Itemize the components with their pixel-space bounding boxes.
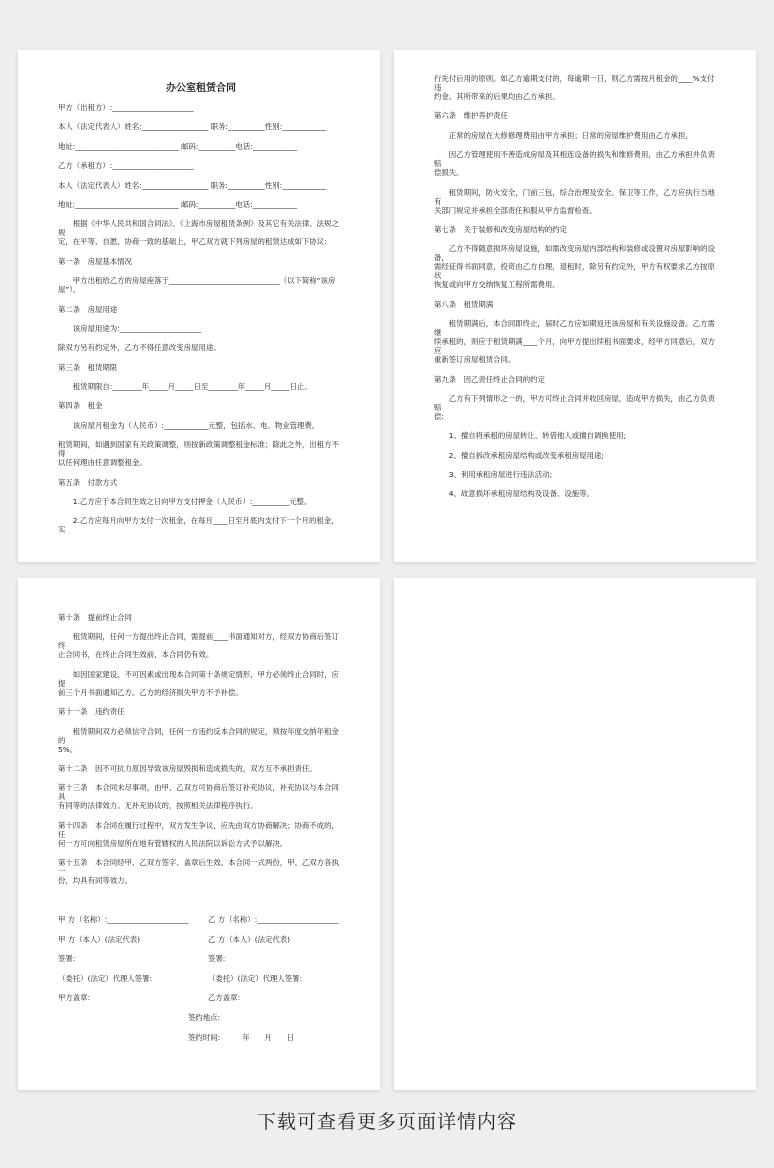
text-line: 约金。其所带来的后果均由乙方承担。	[434, 92, 560, 101]
text-line: 本人（法定代表人）姓名:__________________ 职务:__________性别:____________	[58, 180, 327, 190]
text-line: 续承租的，则应于租赁期满____个月，向甲方提出续租书面要求，经甲方同意后，双方应	[434, 337, 715, 356]
party-b-signature: 签署:	[208, 954, 226, 964]
text-line: 地址:____________________________ 邮码:__________电话:____________	[58, 199, 297, 209]
text-line: 重新签订房屋租赁合同。	[434, 355, 516, 365]
paragraph	[58, 613, 344, 622]
signature-row	[58, 974, 350, 983]
page-3-content	[58, 613, 344, 896]
paragraph	[58, 200, 344, 209]
paragraph	[58, 305, 344, 314]
text-line: 偿损失。	[434, 168, 464, 178]
paragraph	[434, 150, 720, 177]
paragraph	[58, 516, 344, 534]
text-line: 何一方可向租赁房屋所在地有管辖权的人民法院以诉讼方式予以解决。	[58, 838, 288, 848]
text-line: 租赁期间，如遇到国家有关政策调整，则按新政策调整租金标准；除此之外，出租方不得	[58, 440, 339, 459]
page-1-content	[58, 83, 344, 545]
text-line: 第五条 付款方式	[58, 477, 118, 487]
paragraph	[58, 276, 344, 294]
text-line: 第四条 租金	[58, 401, 103, 411]
download-more-text: 下载可查看更多页面详情内容	[256, 1111, 517, 1133]
text-line: 如因国家建设、不可因素或出现本合同第十条规定情形，甲方必须终止合同时，应提	[58, 669, 339, 688]
text-line: 需经征得书面同意，投资由乙方自理，退租时，除另有约定外，甲方有权要求乙方按原状	[434, 262, 715, 281]
text-line: 关部门规定并承担全部责任和服从甲方监督检查。	[434, 205, 597, 215]
signing-time: 签约时间: 年 月 日	[188, 1032, 294, 1042]
contract-page-2	[394, 50, 756, 562]
text-line: 2.乙方应每月向甲方支付一次租金，在每月____日至月底内支付下一个月的租金，实	[58, 516, 339, 535]
party-a-name-line: 甲 方（名称）:______________________	[58, 915, 189, 924]
text-line: 租赁期间，防火安全，门前三包，综合治理及安全、保卫等工作，乙方应执行当地有	[434, 187, 715, 206]
paragraph	[434, 300, 720, 309]
paragraph	[58, 727, 344, 754]
text-line: 该房屋月租金为（人民币）:____________元整，包括水、电、物业管理费。	[58, 420, 320, 430]
text-line: 乙方不得随意损坏房屋设施，如需改变房屋内部结构和装修或设置对房屋影响的设备，	[434, 244, 715, 263]
text-line: 以任何理由任意调整租金。	[58, 458, 147, 468]
text-line: 第十一条 违约责任	[58, 707, 125, 717]
text-line: 行先付后用的原则。如乙方逾期支付的，每逾期一日，则乙方需按月租金的____%支付违	[434, 74, 715, 92]
paragraph	[434, 111, 720, 120]
paragraph	[434, 375, 720, 384]
signature-row	[58, 954, 350, 963]
paragraph	[434, 394, 720, 421]
text-line: 租赁期满后，本合同即终止，届时乙方应如期返还该房屋和有关设施设备。乙方需继	[434, 319, 715, 338]
text-line: 第六条 维护养护责任	[434, 111, 508, 121]
contract-page-3	[18, 578, 380, 1090]
text-line: 地址:____________________________ 邮码:__________电话:____________	[58, 141, 297, 151]
paragraph	[58, 343, 344, 352]
text-line: 第十三条 本合同未尽事项，由甲、乙双方可协商后签订补充协议，补充协议与本合同具	[58, 783, 339, 802]
text-line: 第十四条 本合同在履行过程中，双方发生争议，应先由双方协商解决；协商不成的，任	[58, 820, 339, 839]
paragraph	[434, 131, 720, 140]
party-a-signature: 签署:	[58, 954, 76, 964]
text-line: 第七条 关于装修和改变房屋结构的约定	[434, 224, 568, 234]
page-2-paragraphs	[434, 74, 720, 498]
contract-page-4-blank	[394, 578, 756, 1090]
text-line: 份，均具有同等效力。	[58, 876, 132, 886]
text-line: 第八条 租赁期满	[434, 299, 494, 309]
text-line: 甲方（出租方）:______________________	[58, 103, 194, 112]
paragraph	[434, 225, 720, 234]
text-line: 恢复或向甲方交纳恢复工程所需费用。	[434, 280, 560, 290]
text-line: 止合同书，在终止合同生效前，本合同仍有效。	[58, 650, 214, 660]
paragraph	[58, 142, 344, 151]
text-line: 有同等的法律效力。无补充协议的，按照相关法律程序执行。	[58, 801, 258, 811]
text-line: 第十条 提前终止合同	[58, 613, 132, 622]
text-line: 2、擅自拆改承租房屋结构或改变承租房屋用途;	[434, 450, 604, 460]
signature-row	[58, 993, 350, 1002]
text-line: 该房屋用途为:______________________	[58, 323, 201, 333]
text-line: 前三个月书面通知乙方。乙方的经济损失甲方不予补偿。	[58, 687, 243, 697]
paragraph	[58, 783, 344, 810]
paragraph	[58, 324, 344, 333]
paragraph	[434, 74, 720, 101]
party-b-seal: 乙方盖章:	[208, 993, 241, 1003]
paragraph	[434, 319, 720, 364]
paragraph	[434, 470, 720, 479]
text-line: 第二条 房屋用途	[58, 304, 118, 314]
signature-row	[58, 935, 350, 944]
paragraph	[58, 382, 344, 391]
party-a-representative: 甲 方（本人）(法定代表)	[58, 934, 141, 944]
text-line: 第一条 房屋基本情况	[58, 256, 132, 266]
paragraph	[58, 478, 344, 487]
text-line: 正常的房屋在大修修理费用由甲方承担；日常的房屋维护费用由乙方承担。	[434, 130, 693, 140]
text-line: 乙方有下列情形之一的，甲方可终止合同并收回房屋，造成甲方损失，由乙方负责赔	[434, 393, 715, 412]
paragraph	[58, 181, 344, 190]
paragraph	[58, 632, 344, 659]
paragraph	[58, 122, 344, 131]
paragraph	[58, 219, 344, 246]
text-line: 3、利用承租房屋进行违法活动;	[434, 470, 553, 480]
paragraph	[58, 257, 344, 266]
paragraph	[58, 161, 344, 170]
paragraph	[58, 707, 344, 716]
text-line: 因乙方管理使用不善造成房屋及其相连设备的损失和维修费用，由乙方承担并负责赔	[434, 150, 715, 169]
paragraph	[434, 188, 720, 215]
contract-page-1	[18, 50, 380, 562]
party-b-agent-signature: （委托）(法定）代理人签署:	[208, 973, 303, 983]
text-line: 租赁期间双方必须信守合同，任何一方违约反本合同的规定，须按年度交纳年租金的	[58, 726, 339, 745]
text-line: 本人（法定代表人）姓名:__________________ 职务:__________性别:____________	[58, 122, 327, 132]
text-line: 4、故意损坏承租房屋结构及设备、设施等。	[434, 489, 594, 499]
text-line: 偿:	[434, 411, 444, 421]
paragraph	[58, 421, 344, 430]
paragraph	[434, 431, 720, 440]
paragraph	[58, 363, 344, 372]
paragraph	[58, 858, 344, 885]
text-line: 乙方（承租方）:______________________	[58, 161, 194, 171]
text-line: 1、擅自将承租的房屋转让、转借他人或擅自调换使用;	[434, 431, 626, 441]
paragraph	[58, 821, 344, 848]
text-line: 定，在平等、自愿、协商一致的基础上，甲乙双方就下列房屋的租赁达成如下协议:	[58, 237, 327, 247]
paragraph	[58, 764, 344, 773]
text-line: 第十五条 本合同经甲、乙双方签字、盖章后生效。本合同一式两份，甲、乙双方各执一	[58, 858, 339, 877]
paragraph	[58, 440, 344, 467]
paragraph	[434, 244, 720, 289]
text-line: 租赁期限自:________年_____月_____日至________年_____月_____日止。	[58, 382, 312, 392]
text-line: 1.乙方应于本合同生效之日向甲方支付押金（人民币）:__________元整。	[58, 497, 312, 507]
paragraph	[58, 670, 344, 697]
page-2-content	[434, 74, 720, 509]
signing-place: 签约地点:	[188, 1012, 221, 1022]
party-a-agent-signature: （委托）(法定）代理人签署:	[58, 973, 153, 983]
paragraph	[58, 103, 344, 112]
signature-block	[58, 915, 350, 1052]
signature-row	[58, 915, 350, 924]
text-line: 5%。	[58, 744, 78, 754]
text-line: 除双方另有约定外，乙方不得任意改变房屋用途。	[58, 343, 221, 353]
paragraph	[58, 401, 344, 410]
text-line: 第九条 因乙责任终止合同的约定	[434, 374, 545, 384]
contract-title: 办公室租赁合同	[166, 83, 236, 94]
paragraph	[58, 497, 344, 506]
page-3-paragraphs	[58, 613, 344, 885]
party-a-seal: 甲方盖章:	[58, 993, 91, 1003]
party-b-representative: 乙 方（本人）(法定代表)	[208, 934, 291, 944]
text-line: 租赁期间，任何一方提出终止合同，需提前____书面通知对方，经双方协商后签订终	[58, 632, 339, 651]
text-line: 第三条 租赁期限	[58, 362, 118, 372]
text-line: 甲方出租给乙方的房屋座落于______________________________（以下简称“该房屋”）。	[58, 276, 336, 295]
party-b-name-line: 乙 方（名称）:______________________	[208, 915, 339, 924]
paragraph	[434, 489, 720, 498]
text-line: 第十二条 因不可抗力原因导致该房屋毁损和造成损失的，双方互不承担责任。	[58, 763, 317, 773]
text-line: 根据《中华人民共和国合同法》、《上海市房屋租赁条例》及其它有关法律、法规之规	[58, 219, 339, 238]
paragraph	[434, 451, 720, 460]
page-1-paragraphs	[58, 103, 344, 534]
